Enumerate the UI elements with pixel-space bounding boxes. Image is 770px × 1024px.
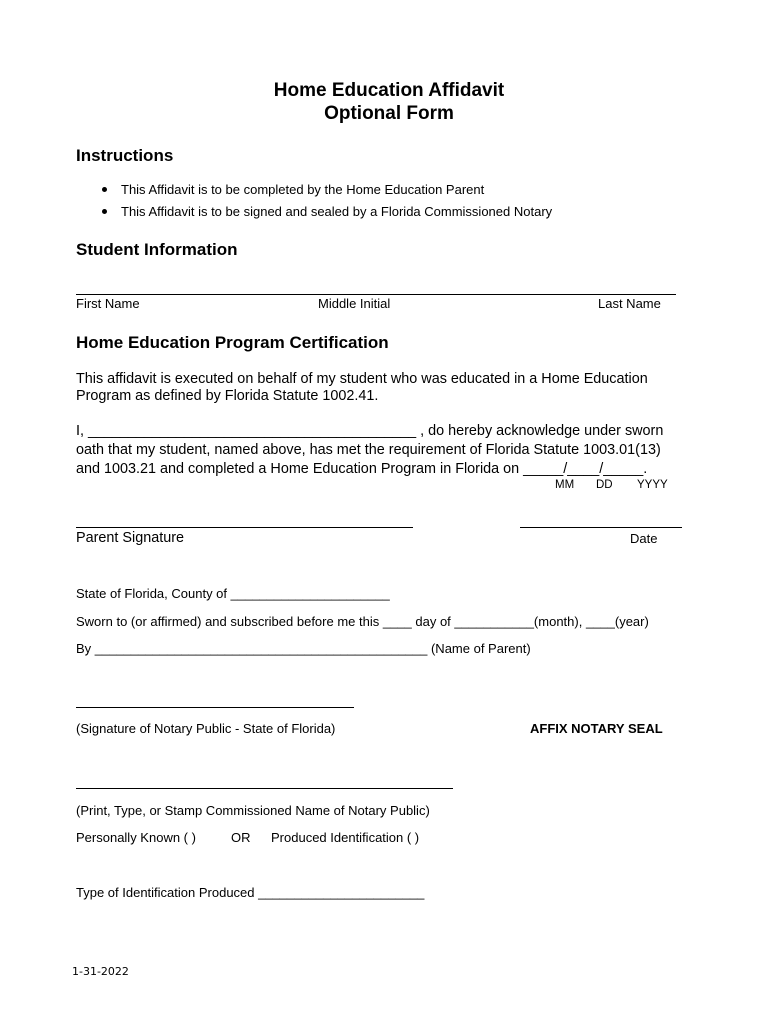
parent-signature-line[interactable]: [76, 527, 413, 528]
by-line: By ______________________________________________ (Name of Parent): [76, 641, 531, 656]
notary-seal-label: AFFIX NOTARY SEAL: [530, 721, 663, 736]
bullet-icon: [102, 187, 107, 192]
student-name-line[interactable]: [76, 294, 676, 295]
form-title: Home Education Affidavit: [273, 80, 505, 101]
certification-paragraph-1: Program as defined by Florida Statute 1002.41.: [76, 388, 379, 404]
last-name-label: Last Name: [598, 296, 661, 311]
notary-name-label: (Print, Type, or Stamp Commissioned Name of Notary Public): [76, 803, 430, 818]
county-line: State of Florida, County of ______________________: [76, 586, 390, 601]
bullet-icon: [102, 209, 107, 214]
instruction-item: This Affidavit is to be signed and sealed by a Florida Commissioned Notary: [121, 204, 553, 219]
parent-date-line[interactable]: [520, 527, 682, 528]
date-dd-label: DD: [596, 479, 613, 491]
student-info-heading: Student Information: [76, 240, 238, 259]
certification-heading: Home Education Program Certification: [76, 333, 389, 352]
sworn-line: Sworn to (or affirmed) and subscribed before me this ____ day of ___________(month), ____(year): [76, 614, 649, 629]
middle-initial-label: Middle Initial: [318, 296, 391, 311]
id-type-line: Type of Identification Produced _______________________: [76, 885, 425, 900]
notary-name-line[interactable]: [76, 788, 453, 789]
certification-paragraph-2: I, _________________________________________ , do hereby acknowledge under sworn: [76, 423, 664, 439]
notary-signature-line[interactable]: [76, 707, 354, 708]
parent-signature-label: Parent Signature: [76, 530, 185, 546]
instruction-item: This Affidavit is to be completed by the Home Education Parent: [121, 182, 485, 197]
date-yyyy-label: YYYY: [637, 479, 668, 491]
date-mm-label: MM: [555, 479, 575, 491]
produced-id-option[interactable]: Produced Identification ( ): [271, 830, 420, 845]
instructions-heading: Instructions: [76, 146, 174, 165]
form-subtitle: Optional Form: [324, 103, 454, 124]
or-text: OR: [231, 830, 251, 845]
first-name-label: First Name: [76, 296, 140, 311]
footer-date: 1-31-2022: [72, 965, 129, 978]
date-label: Date: [630, 531, 658, 546]
personally-known-option[interactable]: Personally Known ( ): [76, 830, 196, 845]
certification-paragraph-2: and 1003.21 and completed a Home Education Program in Florida on _____/____/_____.: [76, 461, 648, 477]
notary-signature-label: (Signature of Notary Public - State of Florida): [76, 721, 336, 736]
certification-paragraph-2: oath that my student, named above, has met the requirement of Florida Statute 1003.01(13): [76, 442, 661, 458]
certification-paragraph-1: This affidavit is executed on behalf of my student who was educated in a Home Education: [76, 371, 648, 387]
